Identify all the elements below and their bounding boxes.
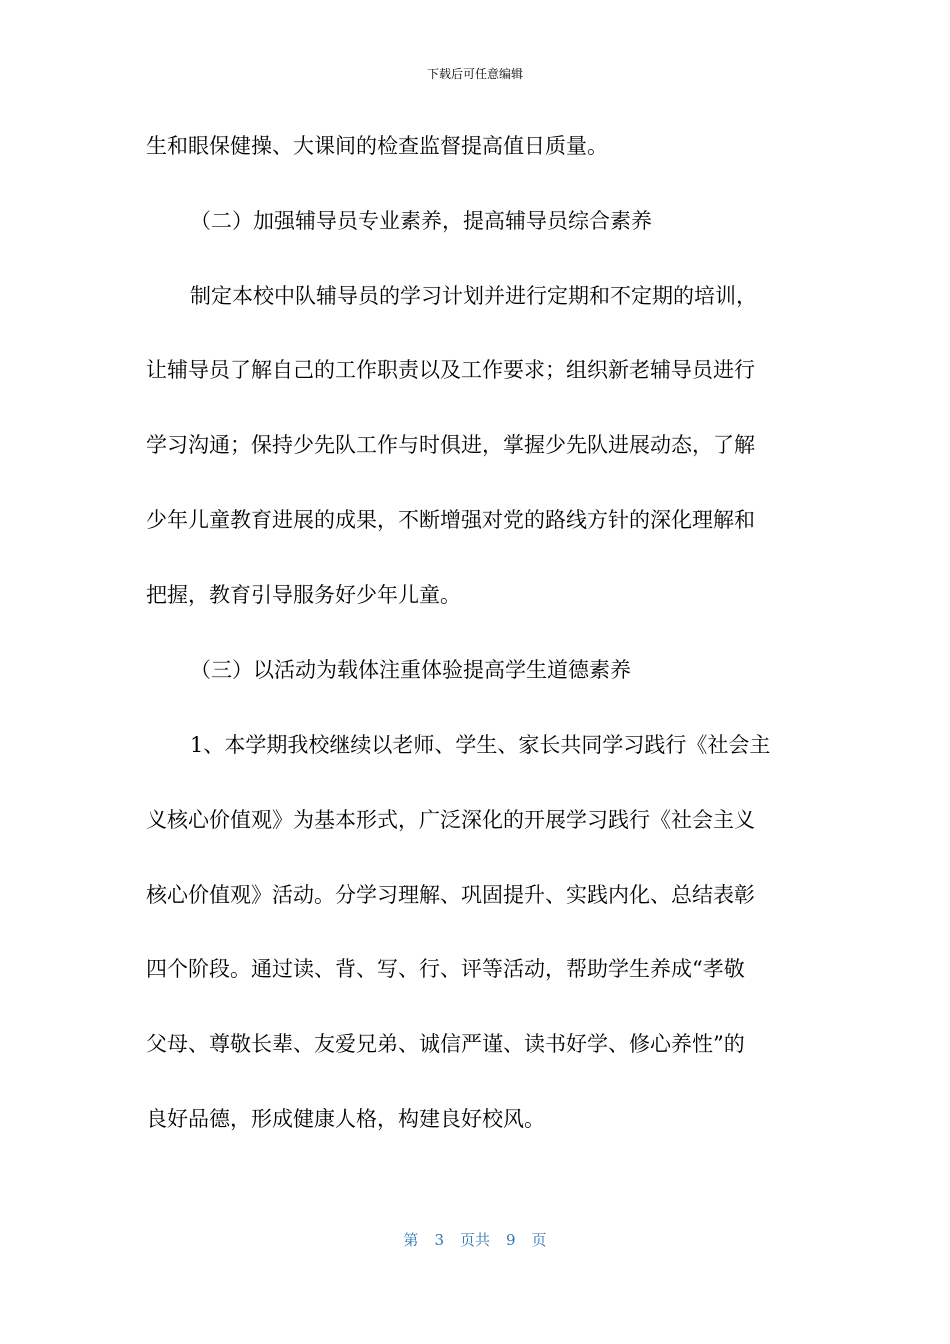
footer-suffix: 页: [531, 1231, 547, 1249]
body-line: 义核心价值观》为基本形式，广泛深化的开展学习践行《社会主义: [146, 808, 755, 832]
body-line: 制定本校中队辅导员的学习计划并进行定期和不定期的培训，: [190, 284, 757, 308]
section-heading: （三）以活动为载体注重体验提高学生道德素养: [190, 658, 631, 682]
page-footer: [0, 1230, 950, 1250]
body-line: 生和眼保健操、大课间的检查监督提高值日质量。: [146, 134, 608, 158]
body-line: 核心价值观》活动。分学习理解、巩固提升、实践内化、总结表彰: [146, 883, 755, 907]
body-line: 良好品德，形成健康人格，构建良好校风。: [146, 1107, 545, 1131]
body-line: 把握，教育引导服务好少年儿童。: [146, 583, 461, 607]
body-line: 让辅导员了解自己的工作职责以及工作要求；组织新老辅导员进行: [146, 358, 755, 382]
total-pages-number: 9: [506, 1231, 516, 1249]
footer-prefix: 第: [403, 1231, 419, 1249]
body-line: 少年儿童教育进展的成果，不断增强对党的路线方针的深化理解和: [146, 508, 755, 532]
section-heading: （二）加强辅导员专业素养，提高辅导员综合素养: [190, 209, 652, 233]
body-line: 1、本学期我校继续以老师、学生、家长共同学习践行《社会主: [190, 733, 771, 757]
body-line: 四个阶段。通过读、背、写、行、评等活动，帮助学生养成“孝敬: [146, 957, 745, 981]
page-header: 下载后可任意编辑: [426, 67, 523, 81]
body-line: 学习沟通；保持少先队工作与时俱进，掌握少先队进展动态，了解: [146, 433, 755, 457]
current-page-number: 3: [434, 1231, 444, 1249]
body-line: 父母、尊敬长辈、友爱兄弟、诚信严谨、读书好学、修心养性”的: [146, 1032, 745, 1056]
footer-middle: 页共: [459, 1231, 490, 1249]
